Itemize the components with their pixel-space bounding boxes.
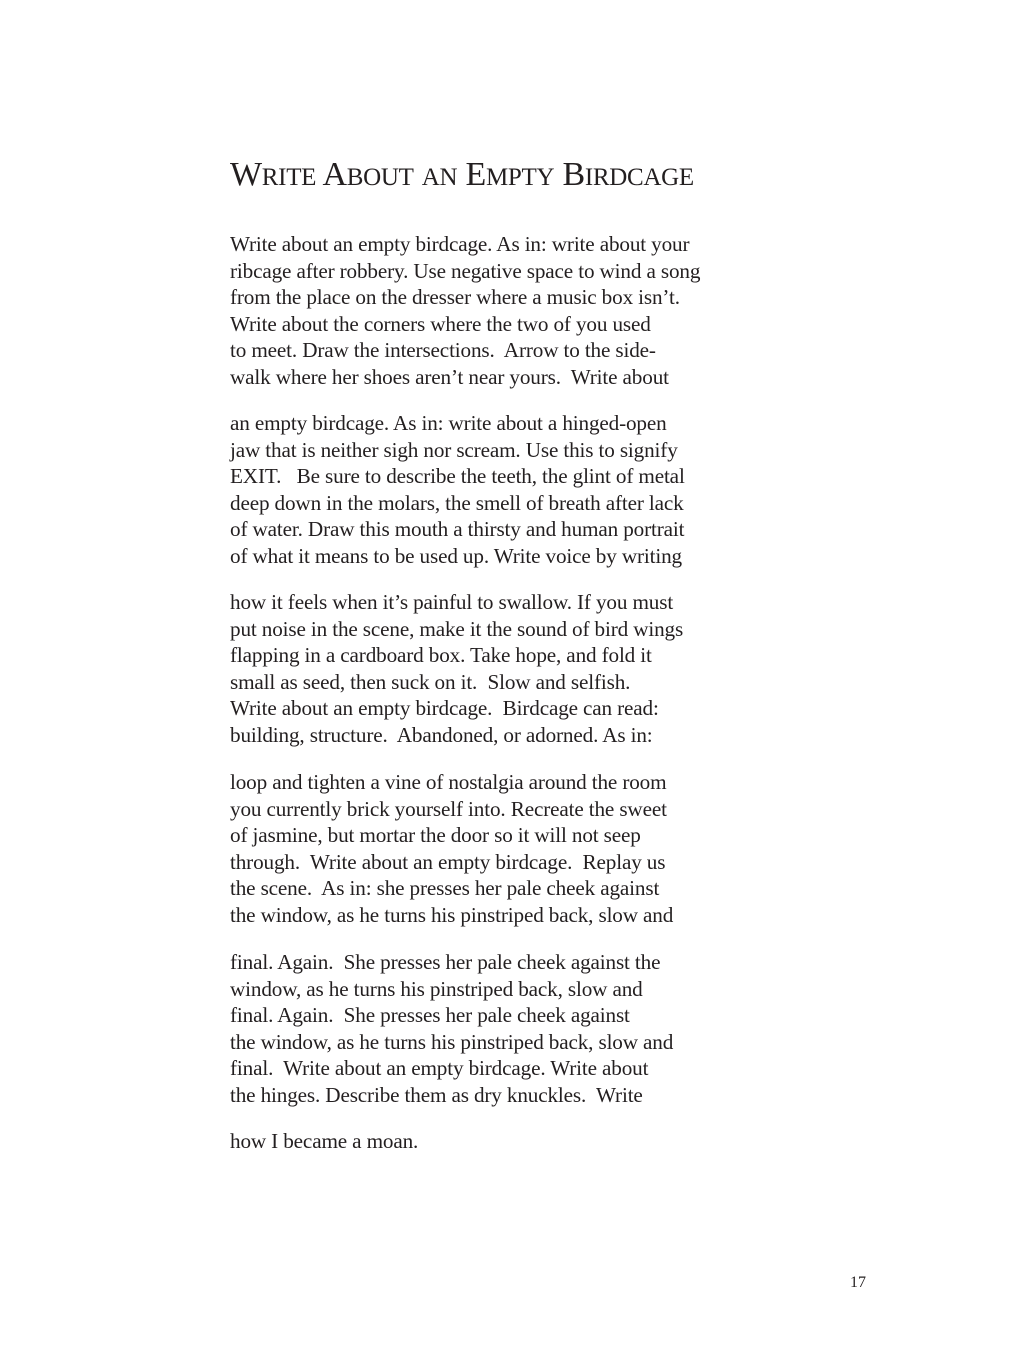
poem-line: final. Again. She presses her pale cheek against bbox=[230, 1003, 630, 1028]
title-smallcaps: RITE bbox=[261, 164, 317, 191]
poem-line: Write about an empty birdcage. As in: write about your bbox=[230, 232, 690, 256]
poem-line: of what it means to be used up. Write voice by writing bbox=[230, 543, 682, 568]
title-word bbox=[466, 156, 555, 193]
page-number: 17 bbox=[850, 1274, 866, 1291]
stanza-1 bbox=[230, 231, 790, 391]
poem-line: deep down in the molars, the smell of breath after lack bbox=[230, 490, 684, 515]
poem-line: how it feels when it’s painful to swallow. If you must bbox=[230, 590, 674, 614]
title-smallcaps: MPTY bbox=[485, 164, 555, 191]
poem-line: of water. Draw this mouth a thirsty and human portrait bbox=[230, 517, 685, 542]
poem-line: the scene. As in: she presses her pale cheek against bbox=[230, 876, 660, 901]
title-smallcaps: BOUT bbox=[346, 164, 414, 191]
stanza-3 bbox=[230, 589, 790, 749]
poem-line: how I became a moan. bbox=[230, 1129, 419, 1153]
poem-line: to meet. Draw the intersections. Arrow to the side- bbox=[230, 338, 656, 363]
poem-line: an empty birdcage. As in: write about a hinged-open bbox=[230, 411, 667, 435]
poem-line: window, as he turns his pinstriped back, slow and bbox=[230, 976, 643, 1001]
poem-line: through. Write about an empty birdcage. Replay us bbox=[230, 849, 666, 874]
poem-line: loop and tighten a vine of nostalgia around the room bbox=[230, 770, 667, 794]
poem-line: you currently brick yourself into. Recreate the sweet bbox=[230, 796, 667, 821]
poem-line: final. Again. She presses her pale cheek against the bbox=[230, 950, 661, 974]
title-initial: E bbox=[465, 156, 486, 193]
poem-line: the window, as he turns his pinstriped back, slow and bbox=[230, 1029, 674, 1054]
title-word bbox=[230, 156, 316, 193]
poem-line: building, structure. Abandoned, or adorned. As in: bbox=[230, 722, 653, 747]
poem-line: Write about the corners where the two of you used bbox=[230, 311, 651, 336]
poem-line: ribcage after robbery. Use negative space to wind a song bbox=[230, 258, 701, 283]
poem-line: Write about an empty birdcage. Birdcage can read: bbox=[230, 696, 659, 721]
stanza-5 bbox=[230, 949, 790, 1109]
stanza-4 bbox=[230, 769, 790, 929]
poem-line: from the place on the dresser where a music box isn’t. bbox=[230, 285, 680, 310]
poem-line: walk where her shoes aren’t near yours. Write about bbox=[230, 364, 669, 389]
title-smallcaps: IRDCAGE bbox=[584, 164, 694, 191]
title-initial: W bbox=[230, 156, 262, 193]
stanza-6 bbox=[230, 1128, 790, 1155]
poem-line: final. Write about an empty birdcage. Write about bbox=[230, 1056, 649, 1081]
stanza-2 bbox=[230, 410, 790, 570]
poem-line: EXIT. Be sure to describe the teeth, the glint of metal bbox=[230, 464, 685, 489]
poem-title bbox=[230, 153, 694, 200]
title-initial: B bbox=[562, 156, 585, 193]
poem-line: of jasmine, but mortar the door so it will not seep bbox=[230, 823, 641, 848]
poem-line: the hinges. Describe them as dry knuckles. Write bbox=[230, 1082, 643, 1107]
title-word bbox=[322, 156, 413, 193]
poem-line: jaw that is neither sigh nor scream. Use this to signify bbox=[230, 437, 678, 462]
title-smallcaps: AN bbox=[421, 164, 458, 191]
title-initial: A bbox=[322, 156, 347, 193]
poem-line: put noise in the scene, make it the sound of bird wings bbox=[230, 616, 684, 641]
poem-line: small as seed, then suck on it. Slow and selfish. bbox=[230, 669, 631, 694]
poem-line: flapping in a cardboard box. Take hope, and fold it bbox=[230, 643, 652, 668]
title-word bbox=[562, 156, 693, 193]
title-word bbox=[422, 156, 458, 193]
poem-line: the window, as he turns his pinstriped back, slow and bbox=[230, 902, 674, 927]
